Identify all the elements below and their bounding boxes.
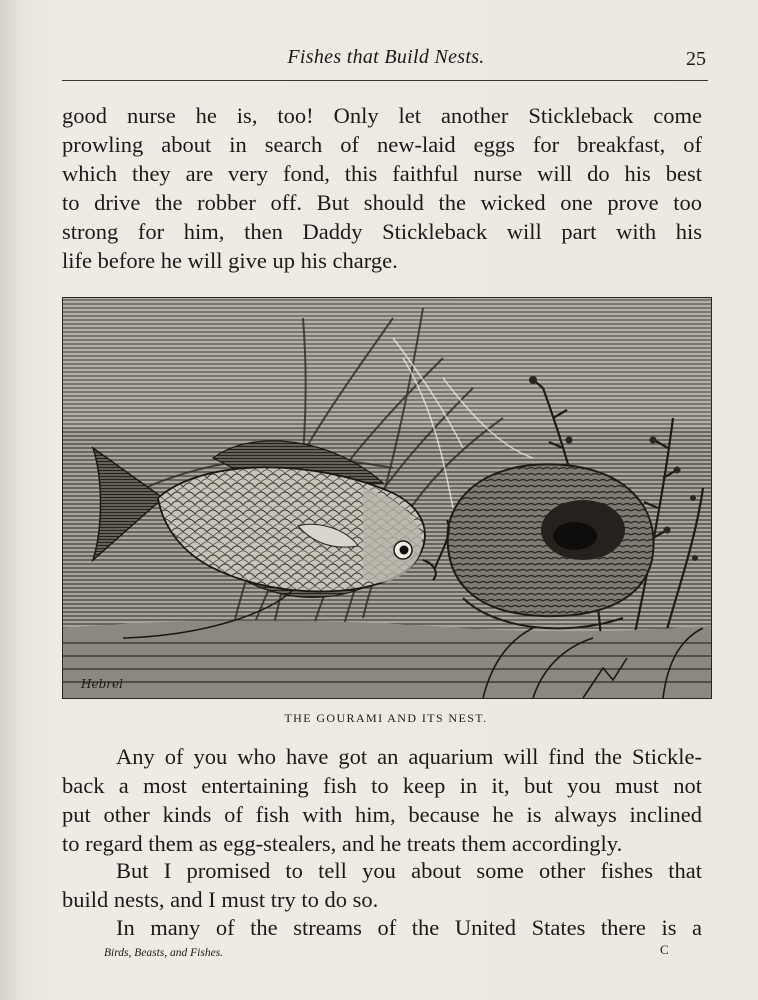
text-line: life before he will give up his charge. bbox=[62, 248, 398, 273]
paragraph-4 bbox=[62, 913, 702, 942]
running-title: Fishes that Build Nests. bbox=[287, 46, 485, 68]
paragraph-3 bbox=[62, 856, 702, 914]
text-line: build nests, and I must try to do so. bbox=[62, 887, 379, 912]
svg-text:Hebrel: Hebrel bbox=[81, 677, 123, 691]
signature-title: Birds, Beasts, and Fishes. bbox=[104, 947, 224, 959]
paragraph-2 bbox=[62, 742, 702, 858]
text-line: good nurse he is, too! Only let another Stickleback come bbox=[62, 103, 702, 128]
text-line: to regard them as egg-stealers, and he treats them accordingly. bbox=[62, 831, 623, 856]
text-line: which they are very fond, this faithful nurse will do his best bbox=[62, 161, 702, 186]
text-line: prowling about in search of new-laid eggs for breakfast, of bbox=[62, 132, 702, 157]
paragraph-1 bbox=[62, 101, 702, 275]
text-line: But I promised to tell you about some other fishes that bbox=[116, 858, 702, 883]
page-number: 25 bbox=[686, 48, 706, 70]
text-line: In many of the streams of the United States there is a bbox=[116, 915, 702, 940]
engraving-gourami-nest bbox=[62, 297, 712, 699]
header-rule bbox=[62, 80, 708, 81]
text-line: strong for him, then Daddy Stickleback will part with his bbox=[62, 219, 702, 244]
figure-caption: THE GOURAMI AND ITS NEST. bbox=[284, 711, 488, 725]
text-line: to drive the robber off. But should the wicked one prove too bbox=[62, 190, 702, 215]
text-line: put other kinds of fish with him, because he is always inclined bbox=[62, 802, 702, 827]
page-header bbox=[62, 46, 710, 76]
signature-mark: C bbox=[660, 942, 669, 957]
text-line: Any of you who have got an aquarium will find the Stickle- bbox=[116, 744, 702, 769]
text-line: back a most entertaining fish to keep in it, but you must not bbox=[62, 773, 702, 798]
